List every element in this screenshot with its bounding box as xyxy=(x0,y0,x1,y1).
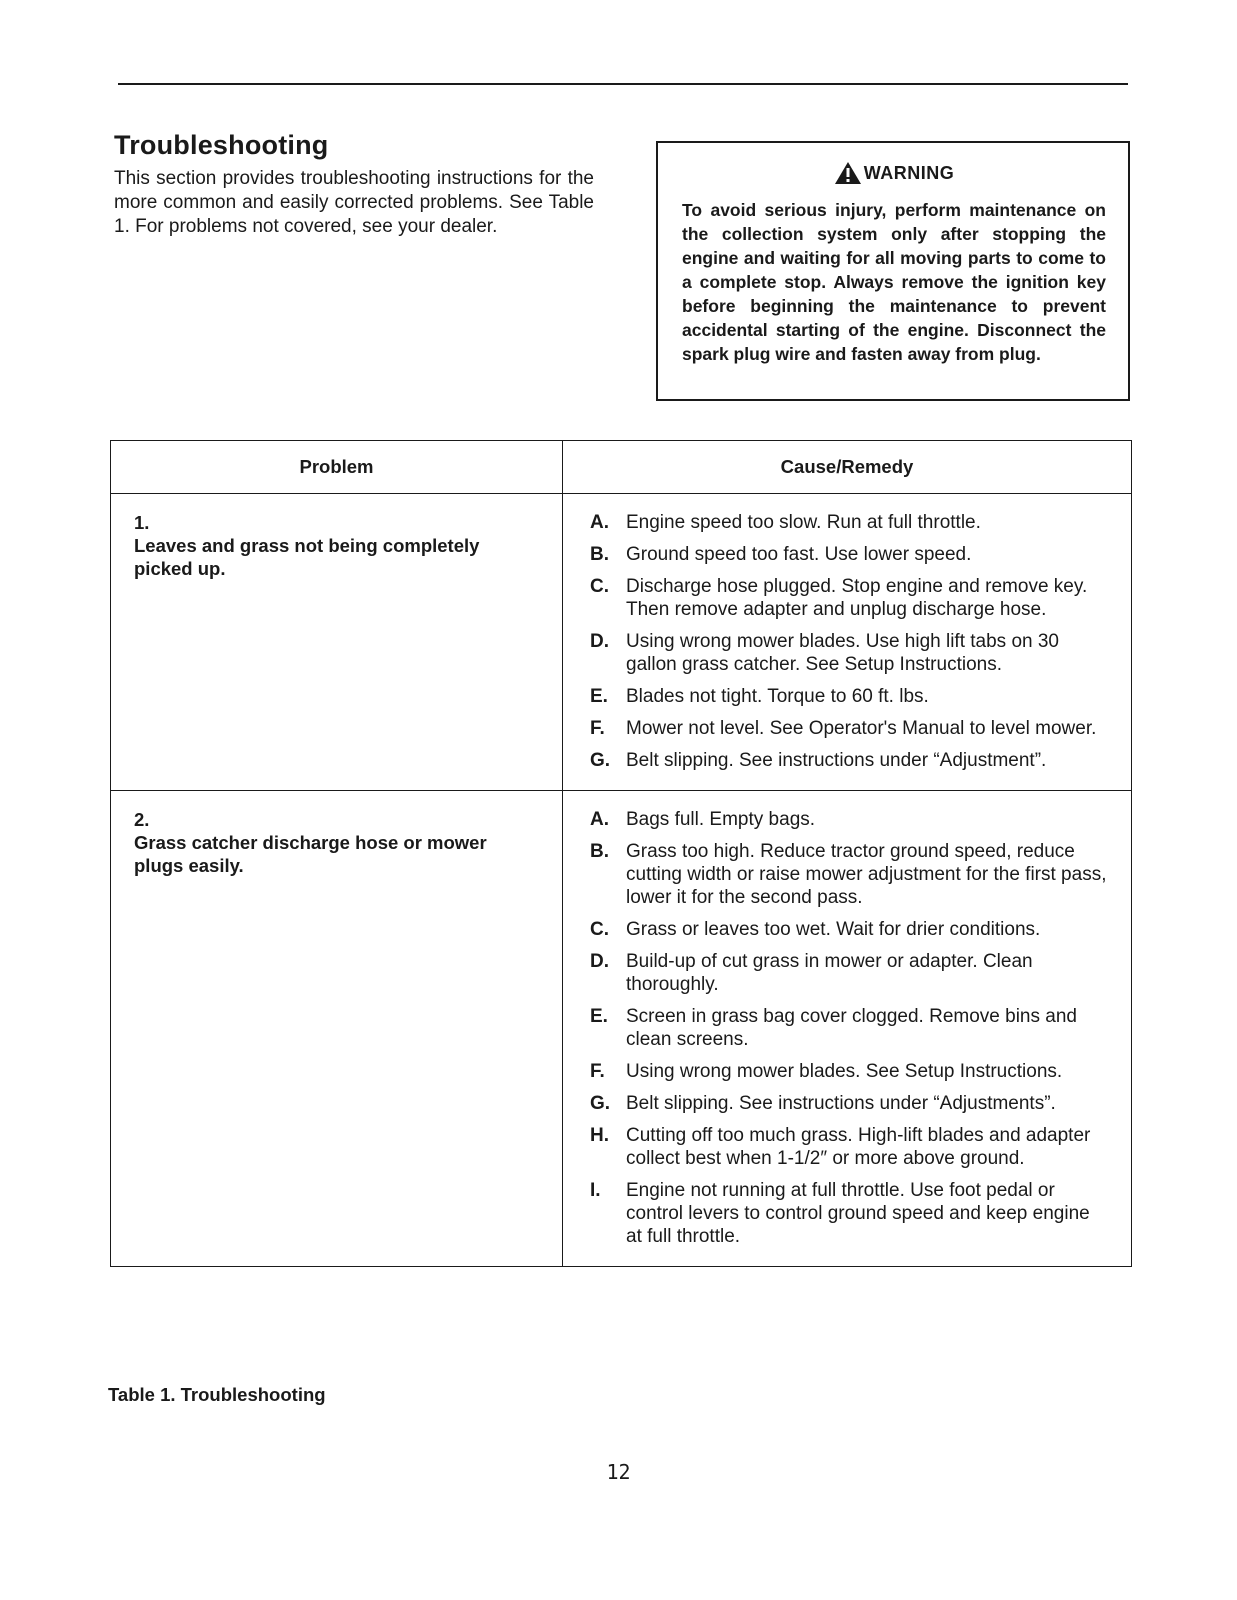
remedy-text: Blades not tight. Torque to 60 ft. lbs. xyxy=(626,686,929,707)
remedy-cell xyxy=(563,791,1132,1267)
warning-box xyxy=(656,141,1130,401)
page-number: 12 xyxy=(606,1460,631,1484)
remedy-text: Engine not running at full throttle. Use foot pedal or control levers to control ground speed and keep engine at full throttle. xyxy=(626,1180,1090,1247)
remedy-item xyxy=(590,543,1110,566)
remedy-letter: B. xyxy=(590,841,609,862)
problem-text xyxy=(112,792,561,877)
remedy-item xyxy=(590,950,1110,996)
remedy-text: Grass too high. Reduce tractor ground speed, reduce cutting width or raise mower adjustment for the first pass, lower it for the second pass. xyxy=(626,841,1107,908)
problem-number: 1. xyxy=(134,512,150,533)
remedy-item xyxy=(590,918,1110,941)
remedy-item xyxy=(590,575,1110,621)
problem-number: 2. xyxy=(134,809,150,830)
remedy-letter: A. xyxy=(590,512,609,533)
remedy-text: Grass or leaves too wet. Wait for drier conditions. xyxy=(626,919,1041,940)
remedy-item xyxy=(590,630,1110,676)
remedy-letter: F. xyxy=(590,1061,605,1082)
intro-section xyxy=(114,130,594,239)
table-row xyxy=(111,791,1132,1267)
remedy-text: Cutting off too much grass. High-lift blades and adapter collect best when 1-1/2″ or more above ground. xyxy=(626,1125,1091,1169)
remedy-letter: E. xyxy=(590,686,608,707)
problem-cell xyxy=(111,494,563,791)
remedy-cell xyxy=(563,494,1132,791)
remedy-letter: E. xyxy=(590,1006,608,1027)
remedy-letter: A. xyxy=(590,809,609,830)
problem-text xyxy=(112,495,561,580)
remedy-text: Discharge hose plugged. Stop engine and remove key. Then remove adapter and unplug discharge hose. xyxy=(626,576,1088,620)
table-header-row xyxy=(111,441,1132,494)
remedy-letter: C. xyxy=(590,919,609,940)
remedy-letter: G. xyxy=(590,1093,611,1114)
top-rule xyxy=(118,83,1128,85)
remedy-letter: I. xyxy=(590,1180,601,1201)
remedy-item xyxy=(590,840,1110,909)
remedy-letter: B. xyxy=(590,544,609,565)
problem-description: Grass catcher discharge hose or mower plugs easily. xyxy=(134,832,487,876)
warning-triangle-icon xyxy=(834,161,862,190)
warning-heading xyxy=(682,161,1106,190)
remedy-item xyxy=(590,1060,1110,1083)
remedy-item xyxy=(590,1005,1110,1051)
remedy-text: Ground speed too fast. Use lower speed. xyxy=(626,544,972,565)
remedy-item xyxy=(590,685,1110,708)
problem-cell xyxy=(111,791,563,1267)
remedy-text: Mower not level. See Operator's Manual to level mower. xyxy=(626,718,1097,739)
remedy-item xyxy=(590,511,1110,534)
problem-description: Leaves and grass not being completely picked up. xyxy=(134,535,480,579)
remedy-letter: H. xyxy=(590,1125,609,1146)
remedy-text: Screen in grass bag cover clogged. Remove bins and clean screens. xyxy=(626,1006,1077,1050)
remedy-item xyxy=(590,1124,1110,1170)
remedy-text: Using wrong mower blades. Use high lift tabs on 30 gallon grass catcher. See Setup Instructions. xyxy=(626,631,1060,675)
remedy-text: Belt slipping. See instructions under “Adjustment”. xyxy=(626,750,1047,771)
header-cause-remedy: Cause/Remedy xyxy=(563,441,1132,494)
remedy-list xyxy=(564,792,1130,1265)
warning-label: WARNING xyxy=(863,163,955,183)
troubleshooting-table xyxy=(110,440,1132,1267)
remedy-text: Build-up of cut grass in mower or adapter. Clean thoroughly. xyxy=(626,951,1033,995)
remedy-letter: C. xyxy=(590,576,609,597)
remedy-letter: F. xyxy=(590,718,605,739)
section-title: Troubleshooting xyxy=(114,130,329,160)
remedy-letter: D. xyxy=(590,951,609,972)
remedy-letter: G. xyxy=(590,750,611,771)
remedy-item xyxy=(590,808,1110,831)
table-caption: Table 1. Troubleshooting xyxy=(108,1384,326,1405)
remedy-item xyxy=(590,717,1110,740)
remedy-item xyxy=(590,1179,1110,1248)
remedy-item xyxy=(590,1092,1110,1115)
table-row xyxy=(111,494,1132,791)
remedy-text: Engine speed too slow. Run at full throttle. xyxy=(626,512,981,533)
remedy-letter: D. xyxy=(590,631,609,652)
header-problem: Problem xyxy=(111,441,563,494)
remedy-item xyxy=(590,749,1110,772)
intro-paragraph: This section provides troubleshooting instructions for the more common and easily corrected problems. See Table 1. For problems not covered, see your dealer. xyxy=(114,168,594,237)
warning-text: To avoid serious injury, perform maintenance on the collection system only after stopping the engine and waiting for all moving parts to come to a complete stop. Always remove the ignition key before beginning the maintenance to prevent accidental starting of the engine. Disconnect the spark plug wire and fasten away from plug. xyxy=(682,200,1106,364)
remedy-text: Using wrong mower blades. See Setup Instructions. xyxy=(626,1061,1063,1082)
remedy-text: Belt slipping. See instructions under “Adjustments”. xyxy=(626,1093,1056,1114)
remedy-text: Bags full. Empty bags. xyxy=(626,809,816,830)
remedy-list xyxy=(564,495,1130,789)
